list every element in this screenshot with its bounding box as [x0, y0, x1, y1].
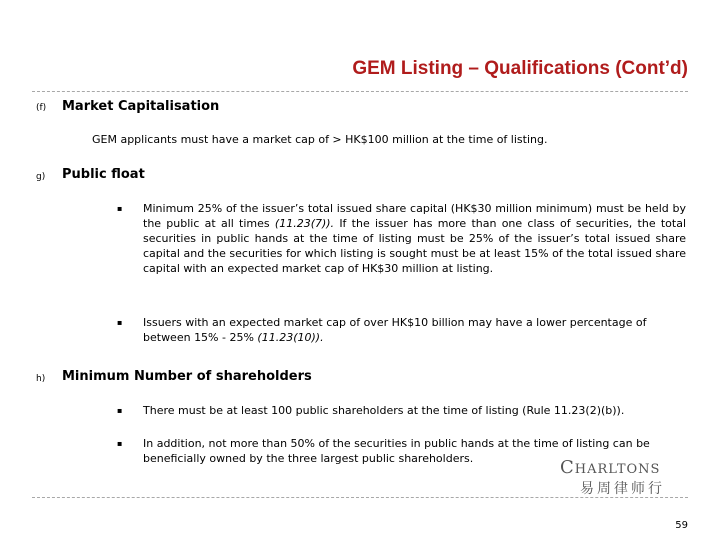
logo-name: Charltons [560, 457, 661, 478]
section-g-heading: Public float [62, 167, 145, 182]
bullet-marker: ▪ [117, 439, 123, 448]
logo-chinese-name: 易周律师行 [580, 481, 665, 497]
slide-title: GEM Listing – Qualifications (Cont’d) [352, 58, 688, 79]
bullet-marker: ▪ [117, 318, 123, 327]
public-float-bullet-1-text-b: If the issuer has more than one class of securities, the total securities in public hands at the time of listing must be 25% of the issuer’s total issued share capital and the securities for which listing is sought must be at least 15% of the total issued share capital with an expected market cap of HK$30 million at listing. [143, 217, 687, 275]
public-float-bullet-1 [143, 201, 686, 276]
charltons-logo [560, 457, 680, 498]
section-h-marker: h) [36, 374, 46, 384]
section-g-marker: g) [36, 172, 46, 182]
rule-reference: (11.23(10)). [257, 331, 324, 344]
rule-reference: (11.23(7)). [274, 217, 335, 230]
bullet-marker: ▪ [117, 204, 123, 213]
bottom-divider [32, 497, 688, 498]
section-f-heading: Market Capitalisation [62, 99, 220, 114]
shareholders-bullet-2: In addition, not more than 50% of the securities in public hands at the time of listing can be beneficially owned by the three largest public shareholders. [143, 437, 650, 465]
section-f-text: GEM applicants must have a market cap of > HK$100 million at the time of listing. [92, 133, 548, 146]
bullet-marker: ▪ [117, 406, 123, 415]
public-float-bullet-2 [143, 315, 686, 345]
public-float-bullet-1-text-a: Minimum 25% of the issuer’s total issued share capital (HK$30 million minimum) must be held by the public at all times [143, 202, 686, 230]
page-number: 59 [675, 520, 688, 531]
top-divider [32, 91, 688, 92]
section-h-heading: Minimum Number of shareholders [62, 369, 312, 384]
section-f-marker: (f) [36, 103, 47, 113]
public-float-bullet-2-text: Issuers with an expected market cap of over HK$10 billion may have a lower percentage of between 15% - 25% [143, 316, 647, 344]
shareholders-bullet-1: There must be at least 100 public shareholders at the time of listing (Rule 11.23(2)(b)). [143, 404, 625, 417]
